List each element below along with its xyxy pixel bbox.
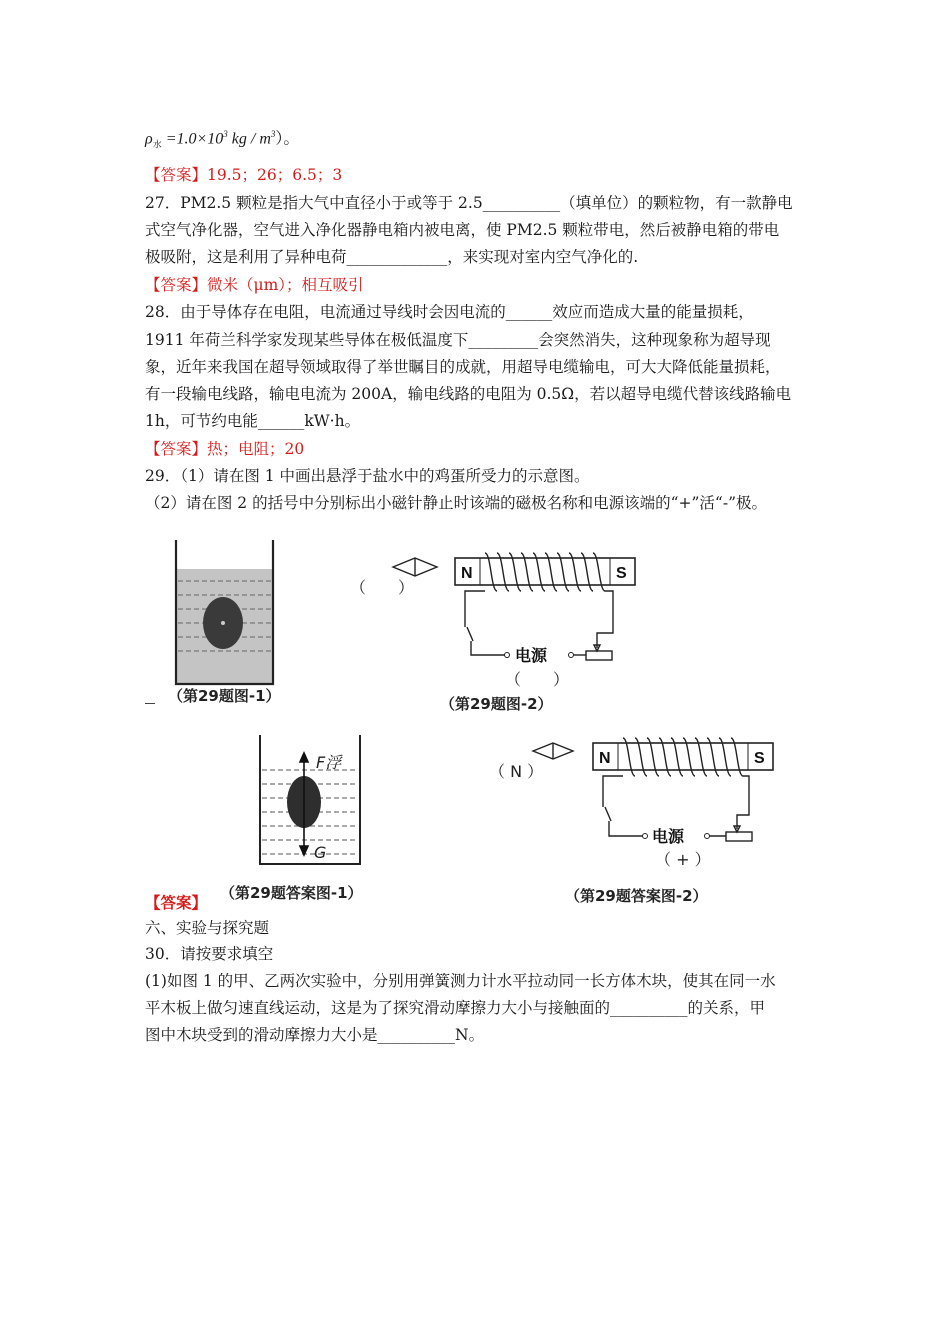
answer-tag: 【答案】 bbox=[145, 166, 208, 184]
compass-answer: （ N ） bbox=[489, 762, 544, 781]
fig2-caption: （第29题图-2） bbox=[440, 695, 553, 713]
q27-line-3: 极吸附，这是利用了异种电荷_____________，来实现对室内空气净化的. bbox=[145, 248, 639, 266]
compass-paren: （ ） bbox=[350, 578, 415, 597]
rho-symbol: ρ bbox=[145, 130, 153, 148]
formula-tail: ）。 bbox=[275, 130, 300, 148]
q28-line-2: 1911 年荷兰科学家发现某些导体在极低温度下_________会突然消失，这种现象称为超导现 bbox=[145, 331, 771, 349]
coil-left-pole: N bbox=[599, 750, 611, 767]
q27-answer bbox=[145, 275, 364, 295]
answer-tag: 【答案】 bbox=[145, 440, 208, 458]
formula-unit-exp: 3 bbox=[270, 129, 276, 139]
figure-1-beaker bbox=[160, 535, 295, 710]
power-source-label: 电源 bbox=[652, 829, 685, 846]
q30-line-2: 平木板上做匀速直线运动，这是为了探究滑动摩擦力大小与接触面的__________的关系，甲 bbox=[145, 999, 766, 1017]
gravity-label: G bbox=[314, 843, 327, 862]
answer-text: 19.5；26；6.5；3 bbox=[207, 166, 343, 184]
q28-line-4: 有一段输电线路，输电电流为 200A，输电线路的电阻为 0.5Ω，若以超导电缆代替该线路输电 bbox=[145, 385, 792, 403]
q28-line-1: 28．由于导体存在电阻，电流通过导线时会因电流的______效应而造成大量的能量损耗， bbox=[145, 303, 754, 321]
answer-figure-1 bbox=[220, 730, 405, 905]
q29-answer: 【答案】 bbox=[145, 893, 208, 912]
q28-line-3: 象，近年来我国在超导领域取得了举世瞩目的成就，用超导电缆输电，可大大降低能量损耗， bbox=[145, 358, 781, 376]
source-answer: （ + ） bbox=[655, 850, 711, 869]
formula-eq: =1.0×10 bbox=[165, 130, 224, 148]
source-paren: （ ） bbox=[505, 670, 570, 689]
power-source-label: 电源 bbox=[515, 648, 548, 665]
formula-unit: kg / m bbox=[231, 130, 271, 148]
fig1-caption: （第29题图-1） bbox=[168, 687, 281, 705]
formula-exp: 3 bbox=[223, 129, 228, 139]
ans1-caption: （第29题答案图-1） bbox=[220, 884, 363, 902]
rho-subscript: 水 bbox=[152, 139, 162, 150]
q30-line-1: (1)如图 1 的甲、乙两次实验中，分别用弹簧测力计水平拉动同一长方体木块，使其在同一水 bbox=[145, 972, 776, 990]
coil-right-pole: S bbox=[754, 750, 765, 767]
coil-left-pole: N bbox=[461, 565, 473, 582]
answer-text: 热；电阻；20 bbox=[207, 440, 305, 458]
q29-line-1: 29．（1）请在图 1 中画出悬浮于盐水中的鸡蛋所受力的示意图。 bbox=[145, 467, 590, 485]
density-formula bbox=[145, 124, 299, 155]
q30-title: 30．请按要求填空 bbox=[145, 945, 274, 963]
buoyant-force-label: F浮 bbox=[316, 753, 342, 772]
divider-mark bbox=[145, 703, 155, 704]
q30-line-3: 图中木块受到的滑动摩擦力大小是__________N。 bbox=[145, 1026, 485, 1044]
ans2-caption: （第29题答案图-2） bbox=[565, 887, 708, 905]
q28-answer bbox=[145, 439, 304, 459]
q26-answer bbox=[145, 165, 342, 185]
iron-core bbox=[593, 743, 773, 770]
iron-core bbox=[455, 558, 635, 585]
answer-figure-2 bbox=[485, 735, 785, 910]
figure-2-circuit bbox=[345, 545, 650, 720]
q28-line-5: 1h，可节约电能______kW·h。 bbox=[145, 412, 361, 430]
section6-heading: 六、实验与探究题 bbox=[145, 919, 270, 937]
answer-tag: 【答案】 bbox=[145, 276, 208, 294]
q29-line-2: （2）请在图 2 的括号中分别标出小磁针静止时该端的磁极名称和电源该端的“+”活“-”极。 bbox=[145, 494, 768, 512]
q27-line-2: 式空气净化器，空气进入净化器静电箱内被电离，使 PM2.5 颗粒带电，然后被静电箱的带电 bbox=[145, 221, 780, 239]
q27-line-1: 27．PM2.5 颗粒是指大气中直径小于或等于 2.5__________（填单位）的颗粒物，有一款静电 bbox=[145, 194, 793, 212]
egg-center bbox=[221, 621, 225, 625]
coil-right-pole: S bbox=[616, 565, 627, 582]
answer-text: 微米（μm）；相互吸引 bbox=[207, 276, 364, 294]
